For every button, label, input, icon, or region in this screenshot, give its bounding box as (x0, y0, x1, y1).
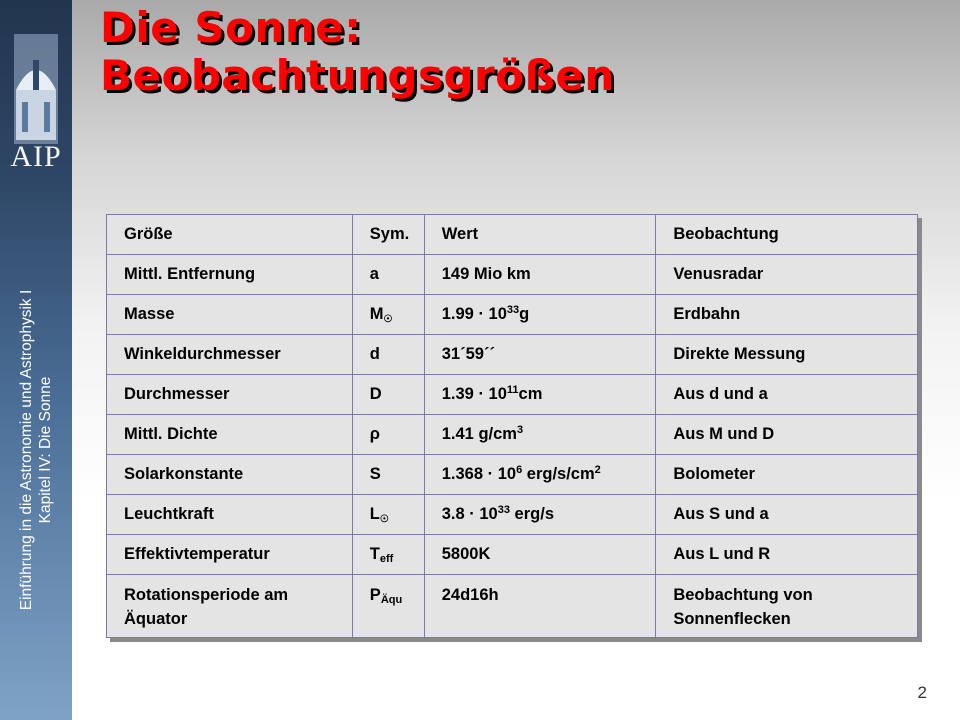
cell-value: 24d16h (424, 575, 656, 638)
cell-observation: Venusradar (656, 255, 918, 295)
cell-size: Mittl. Dichte (107, 415, 353, 455)
header-observation: Beobachtung (656, 215, 918, 255)
cell-value: $3.8 \cdot 10^{33}$ erg/s (424, 495, 656, 535)
header-size: Größe (107, 215, 353, 255)
table-row (107, 255, 918, 295)
table-row (107, 535, 918, 575)
cell-size: Effektivtemperatur (107, 535, 353, 575)
cell-size: Masse (107, 295, 353, 335)
cell-value: 1.41 $g/cm^3$ (424, 415, 656, 455)
title-line-1: Die Sonne: (100, 3, 362, 52)
cell-size: Winkeldurchmesser (107, 335, 353, 375)
header-symbol: Sym. (352, 215, 424, 255)
course-title: Einführung in die Astronomie und Astrophysik I (18, 289, 35, 611)
sun-symbol-icon: ☉ (383, 314, 393, 325)
cell-value: 5800K (424, 535, 656, 575)
header-value: Wert (424, 215, 656, 255)
cell-size: Durchmesser (107, 375, 353, 415)
cell-symbol: $L_☉$ (352, 495, 424, 535)
cell-value: 149 Mio km (424, 255, 656, 295)
chapter-title: Kapitel IV: Die Sonne (37, 376, 54, 524)
cell-symbol: $M_☉$ (352, 295, 424, 335)
page-number: 2 (917, 683, 927, 702)
table-header-row (107, 215, 918, 255)
cell-observation: Aus d und a (656, 375, 918, 415)
observables-table (106, 214, 918, 638)
table-row (107, 375, 918, 415)
table-row (107, 415, 918, 455)
cell-size: Leuchtkraft (107, 495, 353, 535)
cell-value: 31´59´´ (424, 335, 656, 375)
table-row (107, 455, 918, 495)
cell-size: Solarkonstante (107, 455, 353, 495)
cell-symbol: D (352, 375, 424, 415)
course-caption (2, 250, 70, 650)
cell-symbol: ρ (352, 415, 424, 455)
sidebar (0, 0, 72, 720)
cell-value: $1.99 \cdot 10^{33}g$ (424, 295, 656, 335)
title-line-2: Beobachtungsgrößen (100, 51, 615, 100)
cell-symbol: $P_{Äqu}$ (352, 575, 424, 638)
sun-symbol-icon: ☉ (379, 514, 389, 525)
cell-value: $1.368 \cdot 10^6$ erg/$s/cm^2$ (424, 455, 656, 495)
table-row (107, 335, 918, 375)
cell-observation: Beobachtung von Sonnenflecken (656, 575, 918, 638)
cell-observation: Aus S und a (656, 495, 918, 535)
cell-value: $1.39 \cdot 10^{11}cm$ (424, 375, 656, 415)
cell-size: Mittl. Entfernung (107, 255, 353, 295)
cell-observation: Erdbahn (656, 295, 918, 335)
table-row (107, 295, 918, 335)
aip-logo-text: AIP (10, 140, 62, 173)
table-row (107, 575, 918, 638)
observatory-dome-logo (12, 30, 60, 148)
cell-symbol: $T_{eff}$ (352, 535, 424, 575)
cell-observation: Aus M und D (656, 415, 918, 455)
cell-symbol: d (352, 335, 424, 375)
cell-observation: Bolometer (656, 455, 918, 495)
cell-symbol: a (352, 255, 424, 295)
cell-size: Rotationsperiode am Äquator (107, 575, 353, 638)
cell-observation: Direkte Messung (656, 335, 918, 375)
table-row (107, 495, 918, 535)
cell-observation: Aus L und R (656, 535, 918, 575)
slide-title (100, 4, 615, 100)
cell-symbol: S (352, 455, 424, 495)
